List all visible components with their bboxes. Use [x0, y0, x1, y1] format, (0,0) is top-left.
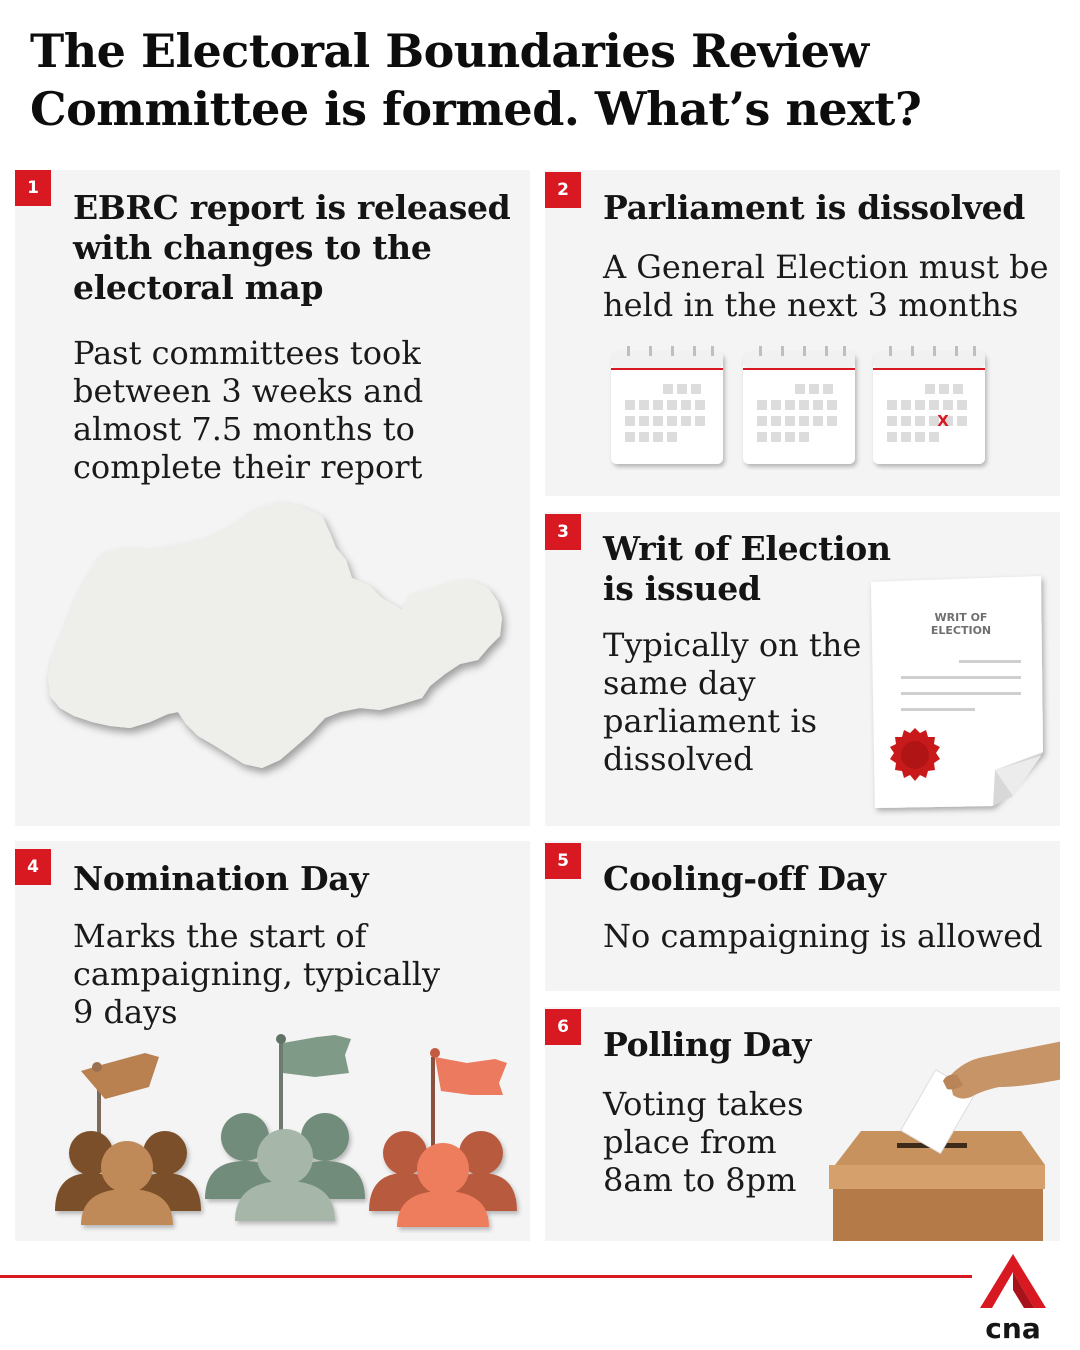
step-description	[603, 1085, 803, 1199]
step-title-line: Writ of Election	[603, 529, 891, 568]
step-title-line: EBRC report is released	[73, 188, 511, 227]
writ-document-icon	[863, 570, 1053, 818]
footer-divider	[0, 1275, 972, 1278]
calendar-mark: X	[937, 412, 949, 430]
step-title-line: electoral map	[73, 268, 324, 307]
calendar-icon	[873, 346, 985, 464]
step-card-6	[545, 1007, 1060, 1241]
step-title	[73, 859, 368, 899]
step-description-line: almost 7.5 months to	[73, 410, 415, 448]
step-description-line: 8am to 8pm	[603, 1161, 797, 1199]
step-description-line: Past committees took	[73, 334, 421, 372]
calendar-icon	[611, 346, 723, 464]
step-description-line: 9 days	[73, 993, 178, 1031]
step-title	[603, 859, 886, 899]
cna-logo	[978, 1250, 1048, 1342]
step-description-line: same day	[603, 664, 756, 702]
calendar-row	[607, 342, 997, 470]
page-title-line: Committee is formed. What’s next?	[30, 82, 922, 136]
step-description-line: place from	[603, 1123, 777, 1161]
page-title-line: The Electoral Boundaries Review	[30, 24, 869, 78]
step-card-2	[545, 170, 1060, 496]
step-description-line: Marks the start of	[73, 917, 367, 955]
writ-label: WRIT OF	[934, 611, 988, 624]
step-description-line: parliament is	[603, 702, 817, 740]
step-title-line: Cooling-off Day	[603, 859, 886, 898]
step-title-line: Parliament is dissolved	[603, 188, 1026, 227]
step-title	[603, 1025, 811, 1065]
step-number-badge: 2	[545, 172, 581, 208]
step-card-3	[545, 512, 1060, 826]
step-title	[603, 529, 891, 609]
step-description	[73, 334, 423, 486]
crowd-flags-icon	[55, 1033, 525, 1233]
step-description	[73, 917, 440, 1031]
step-number-badge: 6	[545, 1009, 581, 1045]
step-description-line: Typically on the	[603, 626, 862, 664]
step-title	[603, 188, 1025, 228]
supporters-group-3	[369, 1048, 517, 1227]
logo-text: cna	[985, 1312, 1041, 1342]
calendar-icon	[743, 346, 855, 464]
step-description-line: Voting takes	[603, 1085, 804, 1123]
step-description-line: No campaigning is allowed	[603, 917, 1043, 955]
step-description-line: complete their report	[73, 448, 423, 486]
step-description-line: between 3 weeks and	[73, 372, 424, 410]
step-number-badge: 4	[15, 849, 51, 885]
page-title	[30, 22, 1050, 138]
writ-label: ELECTION	[930, 624, 992, 637]
step-description	[603, 626, 861, 778]
singapore-map-icon	[30, 498, 520, 798]
step-card-4	[15, 841, 530, 1241]
step-number-badge: 3	[545, 514, 581, 550]
step-number-badge: 1	[15, 170, 51, 206]
step-title	[73, 188, 510, 308]
step-number-badge: 5	[545, 843, 581, 879]
step-card-5	[545, 841, 1060, 991]
step-description	[603, 248, 1049, 324]
supporters-group-1	[55, 1053, 201, 1225]
supporters-group-2	[205, 1034, 365, 1221]
step-description-line: A General Election must be	[603, 248, 1049, 286]
step-description-line: dissolved	[603, 740, 754, 778]
step-title-line: is issued	[603, 569, 761, 608]
ballot-box-icon	[823, 1035, 1060, 1241]
step-description-line: held in the next 3 months	[603, 286, 1019, 324]
step-title-line: Polling Day	[603, 1025, 811, 1064]
step-description	[603, 917, 1043, 955]
step-card-1	[15, 170, 530, 826]
step-title-line: Nomination Day	[73, 859, 369, 898]
step-title-line: with changes to the	[73, 228, 432, 267]
step-description-line: campaigning, typically	[73, 955, 441, 993]
